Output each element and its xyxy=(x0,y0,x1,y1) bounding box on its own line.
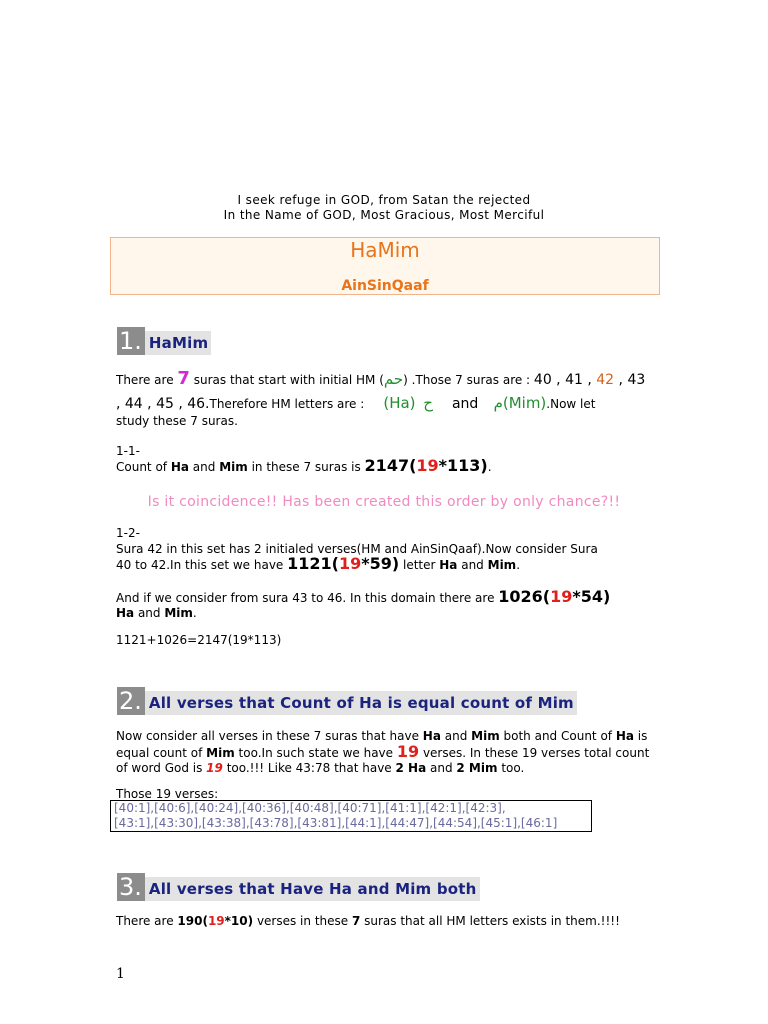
document-title: HaMim xyxy=(350,238,420,262)
mim-arabic: م xyxy=(493,394,503,412)
section-1-paragraph-line-1: There are 7 suras that start with initial HM (حم) .Those 7 suras are : 40 , 41 , 42 , 43 xyxy=(116,368,646,389)
coincidence-question: Is it coincidence!! Has been created this order by only chance?!! xyxy=(147,494,621,510)
section-3-heading xyxy=(117,875,480,901)
subsection-1-2-line-1: Sura 42 in this set has 2 initialed verses(HM and AinSinQaaf).Now consider Sura xyxy=(116,542,598,556)
verses-list-line-2: [43:1],[43:30],[43:38],[43:78],[43:81],[44:1],[44:47],[44:54],[45:1],[46:1] xyxy=(114,816,558,830)
section-2-number: 2. xyxy=(117,687,145,715)
section-1-paragraph-line-2: , 44 , 45 , 46.Therefore HM letters are : (Ha) ح and م(Mim).Now let xyxy=(116,394,596,412)
section-2-title: All verses that Count of Ha is equal count of Mim xyxy=(145,691,577,715)
verses-list-box xyxy=(110,800,592,832)
subsection-1-2-line-4: Ha and Mim. xyxy=(116,606,197,620)
title-box xyxy=(110,237,660,295)
section-2-line-3: of word God is 19 too.!!! Like 43:78 that have 2 Ha and 2 Mim too. xyxy=(116,761,525,775)
subsection-1-2-label: 1-2- xyxy=(116,526,140,540)
subsection-1-2-line-2: 40 to 42.In this set we have 1121(19*59) letter Ha and Mim. xyxy=(116,554,521,573)
page-number: 1 xyxy=(116,966,125,982)
verses-list-line-1: [40:1],[40:6],[40:24],[40:36],[40:48],[40:71],[41:1],[42:1],[42:3], xyxy=(114,801,506,815)
arabic-hm: حم xyxy=(383,370,404,388)
ha-label: (Ha) xyxy=(383,394,416,412)
basmala-line-1: I seek refuge in GOD, from Satan the rejected xyxy=(237,193,531,207)
subsection-1-1-label: 1-1- xyxy=(116,444,140,458)
section-3-line-1: There are 190(19*10) verses in these 7 suras that all HM letters exists in them.!!!! xyxy=(116,914,620,928)
section-2-line-2: equal count of Mim too.In such state we have 19 verses. In these 19 verses total count xyxy=(116,742,650,761)
section-3-title: All verses that Have Ha and Mim both xyxy=(145,877,480,901)
section-2-line-1: Now consider all verses in these 7 suras that have Ha and Mim both and Count of Ha is xyxy=(116,729,648,743)
mim-label: (Mim) xyxy=(502,394,547,412)
ha-arabic: ح xyxy=(423,394,433,412)
section-1-paragraph-line-3: study these 7 suras. xyxy=(116,414,238,428)
subsection-1-1-text: Count of Ha and Mim in these 7 suras is 2147(19*113). xyxy=(116,456,492,475)
document-subtitle: AinSinQaaf xyxy=(341,278,429,294)
those-19-verses-label: Those 19 verses: xyxy=(116,787,219,801)
section-2-heading xyxy=(117,689,577,715)
section-1-title: HaMim xyxy=(145,331,211,355)
count-seven: 7 xyxy=(177,368,190,389)
sum-equation: 1121+1026=2147(19*113) xyxy=(116,633,282,647)
basmala-line-2: In the Name of GOD, Most Gracious, Most Merciful xyxy=(223,208,545,222)
section-1-heading xyxy=(117,329,211,355)
subsection-1-2-line-3: And if we consider from sura 43 to 46. In this domain there are 1026(19*54) xyxy=(116,587,611,606)
section-3-number: 3. xyxy=(117,873,145,901)
section-1-number: 1. xyxy=(117,327,145,355)
